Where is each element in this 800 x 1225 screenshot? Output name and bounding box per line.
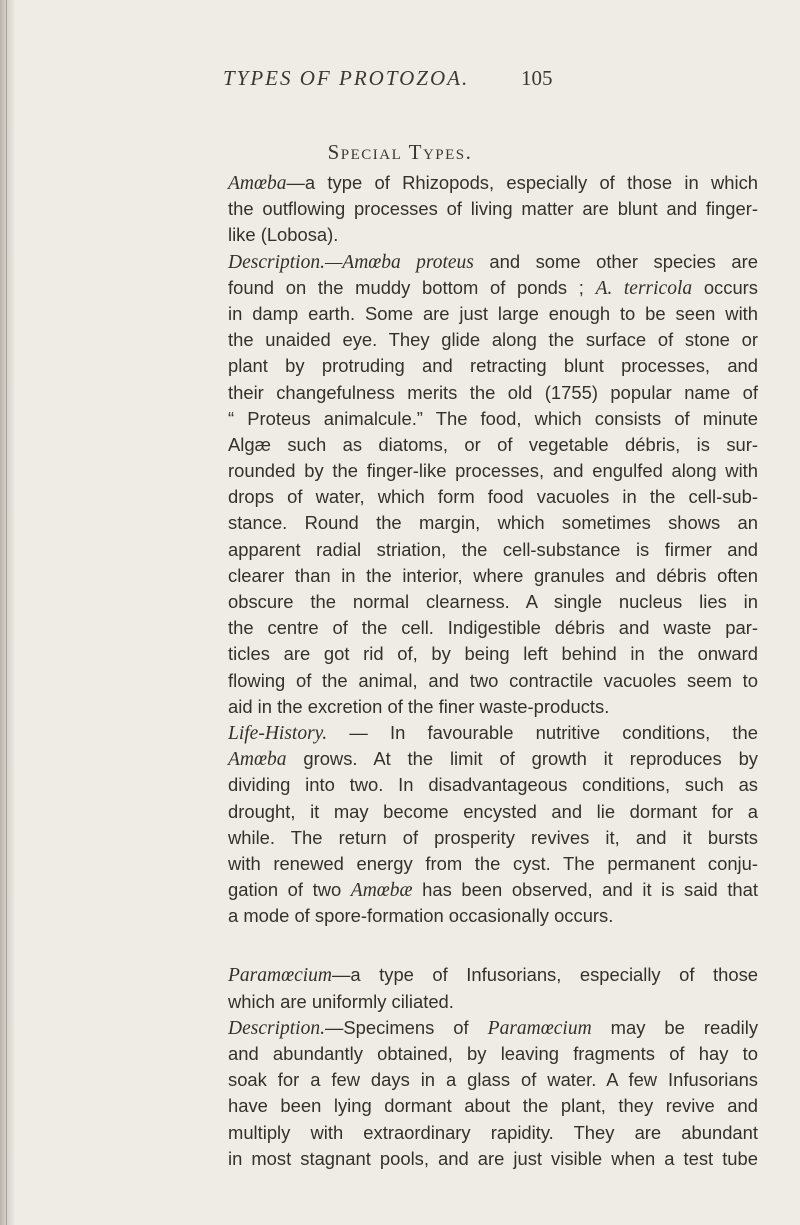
text-line: and abundantly obtained, by leaving fragments of hay to <box>228 1043 758 1064</box>
text-line: clearer than in the interior, where granules and débris often <box>228 564 758 586</box>
text-line: plant by protruding and retracting blunt processes, and <box>228 355 758 377</box>
subheading: Description. <box>228 1017 325 1039</box>
line-text: —a type of Infusorians, especially of those <box>332 964 758 986</box>
line-text: occurs <box>692 276 758 298</box>
text-line <box>228 962 758 988</box>
text-line: dividing into two. In disadvantageous conditions, such as <box>228 774 758 796</box>
page-header <box>0 66 800 96</box>
line-text: and some other species are <box>473 250 758 272</box>
text-line: a mode of spore-formation occasionally occurs. <box>228 905 614 927</box>
text-line: “ Proteus animalcule.” The food, which consists of minute <box>228 407 758 429</box>
text-line: have been lying dormant about the plant, they revive and <box>228 1095 758 1117</box>
text-line: Algæ such as diatoms, or of vegetable débris, is sur- <box>228 433 758 455</box>
term: Amœba <box>228 173 287 194</box>
line-text: grows. At the limit of growth it reproduces by <box>286 748 758 770</box>
text-line: stance. Round the margin, which sometimes shows an <box>228 512 758 534</box>
section-title: Special Types. <box>327 140 473 164</box>
text-line: the centre of the cell. Indigestible débris and waste par- <box>228 617 758 639</box>
term: Amœbæ <box>350 880 413 902</box>
text-line: like (Lobosa). <box>228 224 339 246</box>
text-line: rounded by the finger-like processes, and engulfed along with <box>228 460 758 482</box>
text-line: in most stagnant pools, and are just visible when a test tube <box>228 1147 758 1169</box>
text-line <box>228 170 758 196</box>
text-line: multiply with extraordinary rapidity. They are abundant <box>228 1121 758 1143</box>
text-line: apparent radial striation, the cell-substance is firmer and <box>228 538 758 560</box>
term: Amœba <box>228 749 287 771</box>
text-line: obscure the normal clearness. A single nucleus lies in <box>228 591 758 612</box>
gutter-line <box>6 0 7 1225</box>
term: Paramœcium <box>487 1017 592 1039</box>
text-line <box>228 275 758 301</box>
text-line: which are uniformly ciliated. <box>228 990 454 1012</box>
paragraph-gap <box>228 929 758 962</box>
book-spine-shadow <box>0 0 14 1225</box>
text-line: drought, it may become encysted and lie dormant for a <box>228 800 758 822</box>
text-line <box>228 720 758 746</box>
line-text: has been observed, and it is said that <box>412 879 758 901</box>
text-line: soak for a few days in a glass of water. A few Infusorians <box>228 1069 758 1091</box>
term: Paramœcium <box>228 965 332 987</box>
subheading: Description.—Amœba proteus <box>228 251 474 273</box>
text-line: their changefulness merits the old (1755) popular name of <box>228 381 758 403</box>
line-text: gation of two <box>228 879 351 901</box>
page-number: 105 <box>521 66 553 90</box>
text-line <box>228 877 758 903</box>
text-line: the outflowing processes of living matter are blunt and finger- <box>228 198 758 220</box>
text-line: flowing of the animal, and two contractile vacuoles seem to <box>228 669 758 691</box>
text-line: the unaided eye. They glide along the surface of stone or <box>228 329 758 351</box>
running-head: TYPES OF PROTOZOA. <box>223 66 470 90</box>
text-line <box>228 746 758 772</box>
text-line: in damp earth. Some are just large enough to be seen with <box>228 302 758 324</box>
text-line: while. The return of prosperity revives it, and it bursts <box>228 826 758 848</box>
line-text: —a type of Rhizopods, especially of those in which <box>286 172 758 193</box>
text-line: with renewed energy from the cyst. The permanent conju- <box>228 852 758 874</box>
text-line: ticles are got rid of, by being left behind in the onward <box>228 643 758 665</box>
line-text: found on the muddy bottom of ponds ; <box>228 276 596 298</box>
text-line: aid in the excretion of the finer waste-products. <box>228 695 610 717</box>
page-body <box>228 170 758 1172</box>
text-line <box>228 1015 758 1041</box>
text-line <box>228 249 758 275</box>
line-text: — In favourable nutritive conditions, the <box>327 721 758 743</box>
line-text: may be readily <box>591 1016 759 1038</box>
subheading: Life-History. <box>228 722 328 744</box>
line-text: —Specimens of <box>324 1016 488 1038</box>
text-line: drops of water, which form food vacuoles in the cell-sub- <box>228 486 758 508</box>
term: A. terricola <box>595 277 693 299</box>
